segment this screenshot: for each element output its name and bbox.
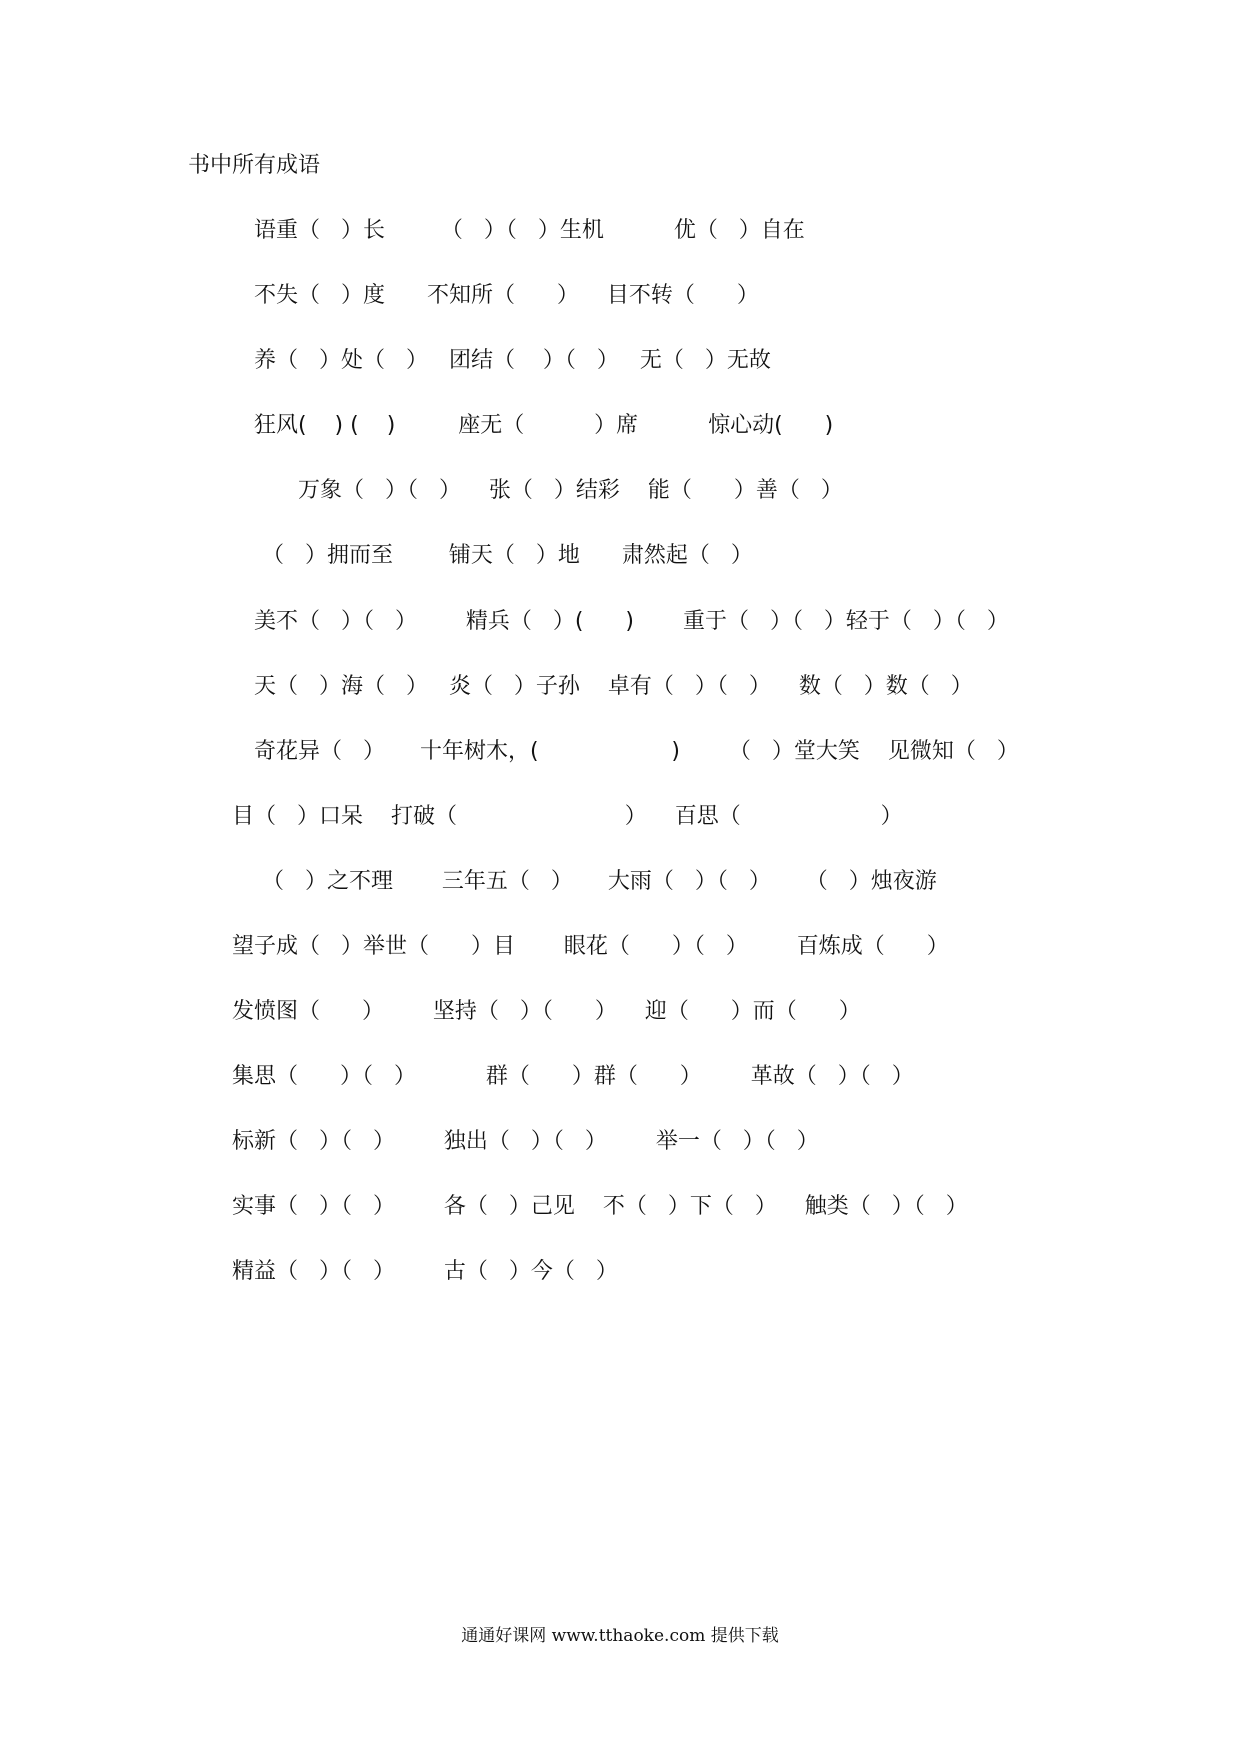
document-title: 书中所有成语: [188, 153, 321, 178]
idiom-row-5: 万象（ ）（ ） 张（ ）结彩 能（ ）善（ ）: [298, 478, 843, 503]
download-source-footer: 通通好课网 www.tthaoke.com 提供下载: [461, 1626, 779, 1646]
idiom-row-10: 目（ ）口呆 打破（ ） 百思（ ）: [232, 804, 903, 829]
idiom-row-8: 天（ ）海（ ） 炎（ ）子孙 卓有（ ）（ ） 数（ ）数（ ）: [254, 674, 973, 699]
idiom-row-2: 不失（ ）度 不知所（ ） 目不转（ ）: [254, 283, 759, 308]
idiom-row-12: 望子成（ ）举世（ ）目 眼花（ ）（ ） 百炼成（ ）: [232, 934, 949, 959]
idiom-row-3: 养（ ）处（ ） 团结（ ）（ ） 无（ ）无故: [254, 348, 771, 373]
idiom-row-9: 奇花异（ ） 十年树木，( ) （ ）堂大笑 见微知（ ）: [254, 739, 1019, 764]
idiom-row-16: 实事（ ）（ ） 各（ ）己见 不（ ）下（ ） 触类（ ）（ ）: [232, 1194, 968, 1219]
idiom-row-6: （ ）拥而至 铺天（ ）地 肃然起（ ）: [262, 543, 753, 568]
idiom-row-15: 标新（ ）（ ） 独出（ ）（ ） 举一（ ）（ ）: [232, 1129, 819, 1154]
idiom-row-17: 精益（ ）（ ） 古（ ）今（ ）: [232, 1259, 618, 1284]
idiom-row-14: 集思（ ）（ ） 群（ ）群（ ） 革故（ ）（ ）: [232, 1064, 914, 1089]
idiom-row-11: （ ）之不理 三年五（ ） 大雨（ ）（ ） （ ）烛夜游: [262, 869, 937, 894]
idiom-row-1: 语重（ ）长 （ ）（ ）生机 优（ ）自在: [254, 218, 805, 243]
idiom-row-7: 美不（ ）（ ） 精兵（ ）( ) 重于（ ）（ ）轻于（ ）（ ）: [254, 609, 1009, 634]
idiom-row-13: 发愤图（ ） 坚持（ ）（ ） 迎（ ）而（ ）: [232, 999, 861, 1024]
idiom-row-4: 狂风( ) ( ) 座无（ ）席 惊心动( ): [254, 413, 834, 438]
